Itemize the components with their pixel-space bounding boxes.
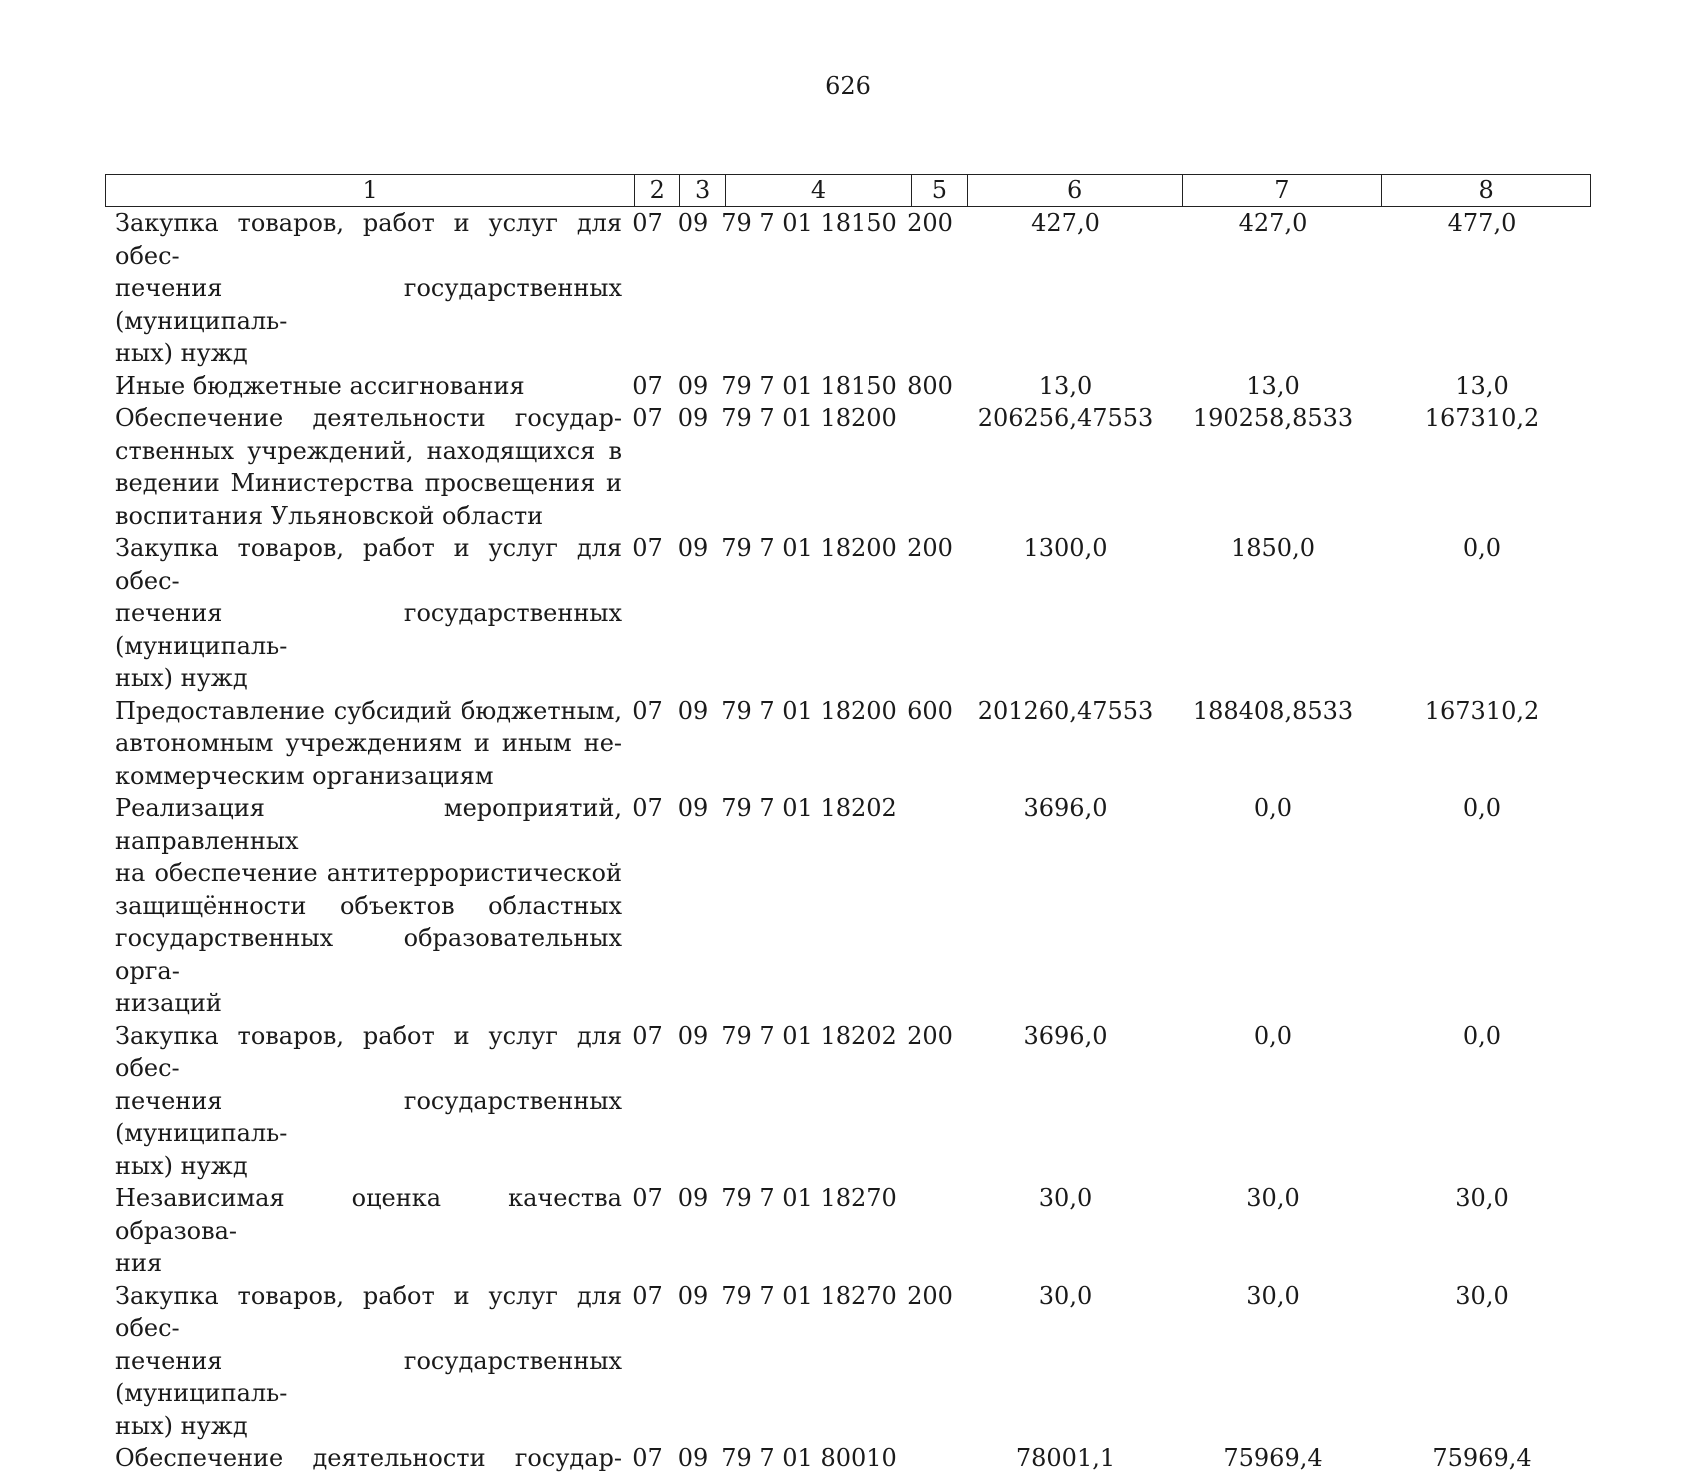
subsection-code: 09 <box>677 534 709 562</box>
description-line: Независимая оценка качества образова- <box>115 1184 622 1245</box>
section-code: 07 <box>632 1444 663 1472</box>
description-line: Закупка товаров, работ и услуг для обес- <box>115 1021 622 1082</box>
expense-type-code <box>902 402 958 532</box>
description-line: ных) нужд <box>115 1411 248 1440</box>
description-line: автономным учреждениям и иным не- <box>115 729 622 757</box>
table-row <box>105 402 1591 532</box>
column-header-5: 5 <box>912 175 968 206</box>
table-header <box>105 174 1591 207</box>
row-description <box>105 207 625 370</box>
description-line: Реализация мероприятий, направленных <box>115 794 622 855</box>
description-line: Предоставление субсидий бюджетным, <box>115 696 622 725</box>
amount-col-8: 13,0 <box>1455 371 1509 400</box>
amount-col-7: 0,0 <box>1253 794 1293 822</box>
subsection-code: 09 <box>677 1184 709 1212</box>
description-line: Иные бюджетные ассигнования <box>115 371 525 400</box>
subsection-code: 09 <box>677 696 709 725</box>
amount-col-7: 427,0 <box>1238 209 1308 237</box>
table-row <box>105 1182 1591 1280</box>
amount-col-6: 206256,47553 <box>977 404 1154 432</box>
row-description <box>105 370 625 403</box>
target-article-code: 79 7 01 80010 <box>721 1444 897 1472</box>
row-description <box>105 1280 625 1443</box>
target-article-code: 79 7 01 18200 <box>721 534 897 562</box>
description-line: ния <box>115 1249 163 1277</box>
amount-col-8: 167310,2 <box>1424 404 1540 432</box>
section-code: 07 <box>632 534 663 562</box>
section-code: 07 <box>632 696 663 725</box>
description-line: Закупка товаров, работ и услуг для обес- <box>115 209 622 270</box>
section-code: 07 <box>632 1184 663 1212</box>
amount-col-8: 0,0 <box>1462 794 1502 822</box>
column-header-1: 1 <box>106 175 635 206</box>
target-article-code: 79 7 01 18200 <box>721 696 897 725</box>
target-article-code: 79 7 01 18202 <box>721 1021 897 1050</box>
description-line: Закупка товаров, работ и услуг для обес- <box>115 534 622 595</box>
row-description <box>105 695 625 793</box>
description-line: ведении Министерства просвещения и <box>115 469 622 497</box>
amount-col-7: 1850,0 <box>1231 534 1315 562</box>
table-row <box>105 1280 1591 1443</box>
description-line: печения государственных (муниципаль- <box>115 1086 622 1147</box>
description-line: защищённости объектов областных <box>115 891 622 920</box>
column-header-3: 3 <box>680 175 726 206</box>
table-row <box>105 695 1591 793</box>
amount-col-8: 167310,2 <box>1424 696 1540 725</box>
table-row <box>105 207 1591 370</box>
subsection-code: 09 <box>677 1021 709 1050</box>
subsection-code: 09 <box>677 794 709 822</box>
subsection-code: 09 <box>677 1444 709 1472</box>
description-line: Закупка товаров, работ и услуг для обес- <box>115 1281 622 1342</box>
row-description <box>105 532 625 695</box>
table-body <box>105 207 1591 1475</box>
amount-col-6: 427,0 <box>1031 209 1100 237</box>
description-line: на обеспечение антитеррористической <box>115 859 622 887</box>
subsection-code: 09 <box>677 209 709 237</box>
amount-col-8: 477,0 <box>1447 209 1517 237</box>
expense-type-code: 600 <box>907 696 953 725</box>
row-description <box>105 1442 625 1475</box>
table-row <box>105 792 1591 1020</box>
column-header-6: 6 <box>968 175 1183 206</box>
expense-type-code: 200 <box>907 1281 953 1310</box>
description-line: ных) нужд <box>115 339 248 367</box>
amount-col-8: 30,0 <box>1455 1184 1509 1212</box>
amount-col-6: 3696,0 <box>1023 1021 1108 1050</box>
row-description <box>105 402 625 532</box>
section-code: 07 <box>632 794 663 822</box>
target-article-code: 79 7 01 18200 <box>721 404 897 432</box>
description-line: Обеспечение деятельности государ- <box>115 404 622 432</box>
amount-col-6: 30,0 <box>1038 1281 1093 1310</box>
subsection-code: 09 <box>677 1281 709 1310</box>
amount-col-8: 75969,4 <box>1432 1444 1532 1472</box>
column-header-7: 7 <box>1183 175 1383 206</box>
amount-col-6: 78001,1 <box>1015 1444 1116 1472</box>
amount-col-7: 13,0 <box>1246 371 1300 400</box>
amount-col-6: 1300,0 <box>1023 534 1108 562</box>
target-article-code: 79 7 01 18150 <box>721 209 897 237</box>
subsection-code: 09 <box>677 404 709 432</box>
section-code: 07 <box>632 1021 663 1050</box>
amount-col-6: 3696,0 <box>1023 794 1108 822</box>
description-line: Обеспечение деятельности государ- <box>115 1444 622 1472</box>
table-row <box>105 1020 1591 1183</box>
expense-type-code: 200 <box>907 1021 953 1050</box>
target-article-code: 79 7 01 18202 <box>721 794 897 822</box>
subsection-code: 09 <box>677 371 709 400</box>
table-row <box>105 370 1591 403</box>
amount-col-6: 30,0 <box>1038 1184 1093 1212</box>
column-header-4: 4 <box>726 175 912 206</box>
page-number-text: 626 <box>825 72 871 100</box>
description-line: государственных образовательных орга- <box>115 924 622 985</box>
amount-col-7: 75969,4 <box>1223 1444 1323 1472</box>
target-article-code: 79 7 01 18150 <box>721 371 897 400</box>
page-number <box>0 72 1698 100</box>
amount-col-7: 190258,8533 <box>1192 404 1354 432</box>
amount-col-7: 30,0 <box>1246 1281 1300 1310</box>
section-code: 07 <box>632 404 663 432</box>
description-line: коммерческим организациям <box>115 761 494 790</box>
section-code: 07 <box>632 1281 663 1310</box>
row-description <box>105 1020 625 1183</box>
row-description <box>105 1182 625 1280</box>
column-header-2: 2 <box>635 175 680 206</box>
description-line: ных) нужд <box>115 1151 248 1180</box>
description-line: низаций <box>115 989 222 1017</box>
expense-type-code <box>902 1442 958 1475</box>
amount-col-6: 201260,47553 <box>977 696 1154 725</box>
target-article-code: 79 7 01 18270 <box>721 1281 897 1310</box>
description-line: ных) нужд <box>115 664 248 692</box>
table-row <box>105 1442 1591 1475</box>
expense-type-code <box>902 1182 958 1280</box>
expense-type-code: 200 <box>907 534 953 562</box>
amount-col-7: 188408,8533 <box>1192 696 1354 725</box>
row-description <box>105 792 625 1020</box>
expense-type-code: 800 <box>907 371 953 400</box>
description-line: ственных учреждений, находящихся в <box>115 436 622 465</box>
amount-col-8: 0,0 <box>1462 1021 1502 1050</box>
section-code: 07 <box>632 209 663 237</box>
expense-type-code: 200 <box>907 209 953 237</box>
amount-col-8: 30,0 <box>1455 1281 1509 1310</box>
amount-col-6: 13,0 <box>1038 371 1093 400</box>
description-line: печения государственных (муниципаль- <box>115 1346 622 1407</box>
column-header-8: 8 <box>1478 176 1494 204</box>
target-article-code: 79 7 01 18270 <box>721 1184 897 1212</box>
amount-col-7: 0,0 <box>1253 1021 1293 1050</box>
description-line: печения государственных (муниципаль- <box>115 274 622 335</box>
description-line: печения государственных (муниципаль- <box>115 599 622 660</box>
expense-type-code <box>902 792 958 1020</box>
table-row <box>105 532 1591 695</box>
section-code: 07 <box>632 371 663 400</box>
description-line: воспитания Ульяновской области <box>115 501 544 530</box>
amount-col-8: 0,0 <box>1462 534 1502 562</box>
amount-col-7: 30,0 <box>1246 1184 1300 1212</box>
